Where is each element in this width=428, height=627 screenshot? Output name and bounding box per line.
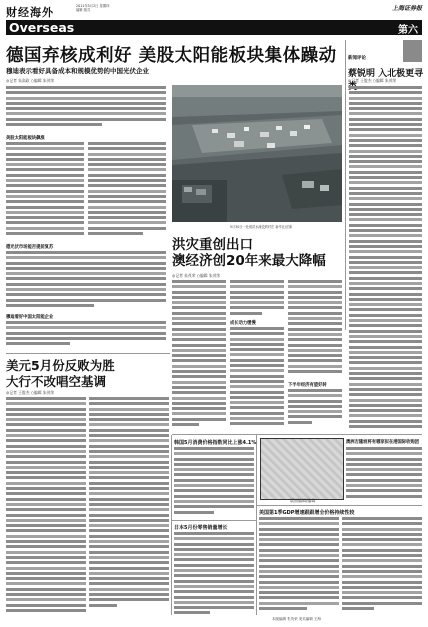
column-byline: ◎记者 王俊杰 ○编辑 朱茂荣: [348, 78, 397, 83]
page-number: 第六: [398, 25, 418, 36]
flood-headline-line2: 澳经济创20年来最大降幅: [172, 253, 326, 269]
briefs-mid-rule-right: [257, 505, 422, 506]
briefs-mid-rule: [172, 520, 256, 521]
flood-headline: [172, 237, 326, 269]
lead-body-2: [6, 251, 166, 311]
columnist-photo: [403, 40, 422, 62]
issue-date: 2011年5月2日 星期四: [76, 4, 110, 8]
issue-editor: 编辑 版式: [76, 8, 91, 13]
brief-japan-title: 日本5月份零售销量增长: [174, 525, 228, 531]
flood-crosshead-2: 下半年经济有望好转: [288, 383, 327, 388]
brief-korea-body: [174, 447, 254, 517]
lead-byline: ◎记者 朱高政 ○编辑 朱茂荣: [6, 78, 55, 83]
page-footer: 本版编辑 朱茂荣 美术编辑 王海: [272, 617, 321, 621]
section-name: 财经海外: [6, 6, 54, 19]
us-body-col1: [6, 397, 86, 615]
brief-hk-title: 澳洲吉隆坡将有哪家拟在港国际收购团: [346, 440, 420, 445]
brief-japan-body: [174, 532, 254, 615]
lead-body-col1b: [88, 142, 166, 240]
flood-photo-image: [172, 85, 342, 222]
lead-body-col1a: [6, 142, 84, 240]
lead-crosshead-3: 穆迪看好中国太阳能企业: [6, 315, 54, 320]
brief-hk-body: [346, 447, 422, 503]
photo-caption: 5月30日一处被洪水淹没的村庄 新华社/法新: [230, 225, 293, 229]
ad-label: 版面编辑/编辑: [290, 498, 316, 503]
section-english: Overseas: [9, 20, 75, 35]
issue-info: [76, 4, 109, 12]
masthead: [6, 3, 422, 19]
column-title: 蔡锐明 入北极更寻: [348, 69, 424, 79]
lead-crosshead-1: 美股太阳能板块飙涨: [6, 136, 45, 141]
brief-korea-title: 韩国5月消费价格指数同比上涨4.1%: [174, 440, 257, 446]
briefs-rule-mid: [256, 435, 257, 615]
right-column-rule: [345, 40, 346, 330]
briefs-top-rule: [172, 434, 422, 435]
lead-intro-text: [6, 86, 166, 132]
us-body-col2: [89, 397, 169, 615]
lead-subhead: 穆迪表示看好具备成本和规模优势的中国光伏企业: [6, 67, 149, 75]
section-bar: [6, 20, 422, 35]
brief-us-gdp-body-col2: [342, 517, 422, 615]
us-headline-line1: 美元5月份反败为胜: [6, 358, 115, 373]
ad-block: [260, 438, 344, 500]
lead-crosshead-2: 德光伏市场能否提前复苏: [6, 245, 54, 250]
section-divider: [6, 353, 170, 354]
flood-headline-line1: 洪灾重创出口: [172, 237, 253, 253]
us-headline-line2: 大行不改唱空基调: [6, 373, 107, 389]
brief-us-gdp-body-col1: [259, 517, 339, 615]
flood-body-col3a: [288, 280, 342, 380]
brief-us-gdp-title: 美国第1季GDP增速跟跟增全价格持续性较: [259, 510, 355, 516]
flood-crosshead-1: 成长动力缓慢: [230, 321, 256, 326]
flood-body-col2a: [230, 280, 284, 318]
briefs-rule-left: [171, 435, 172, 615]
column-label: 新闻评论: [348, 56, 366, 61]
us-byline: ◎记者 王俊杰 ○编辑 朱茂荣: [6, 390, 55, 395]
lead-headline: 德国弃核成利好 美股太阳能板块集体躁动: [6, 46, 337, 66]
flood-body-col2b: [230, 327, 284, 430]
paper-logo: 上海证券报: [391, 5, 422, 12]
flood-body-col3b: [288, 389, 342, 431]
lead-body-3: [6, 321, 166, 351]
flood-body-col1: [172, 280, 226, 430]
column-body: [349, 86, 422, 432]
us-headline: [6, 358, 115, 389]
flood-byline: ◎记者 朱茂荣 ○编辑 朱茂荣: [172, 273, 221, 278]
flood-photo: [172, 85, 342, 222]
